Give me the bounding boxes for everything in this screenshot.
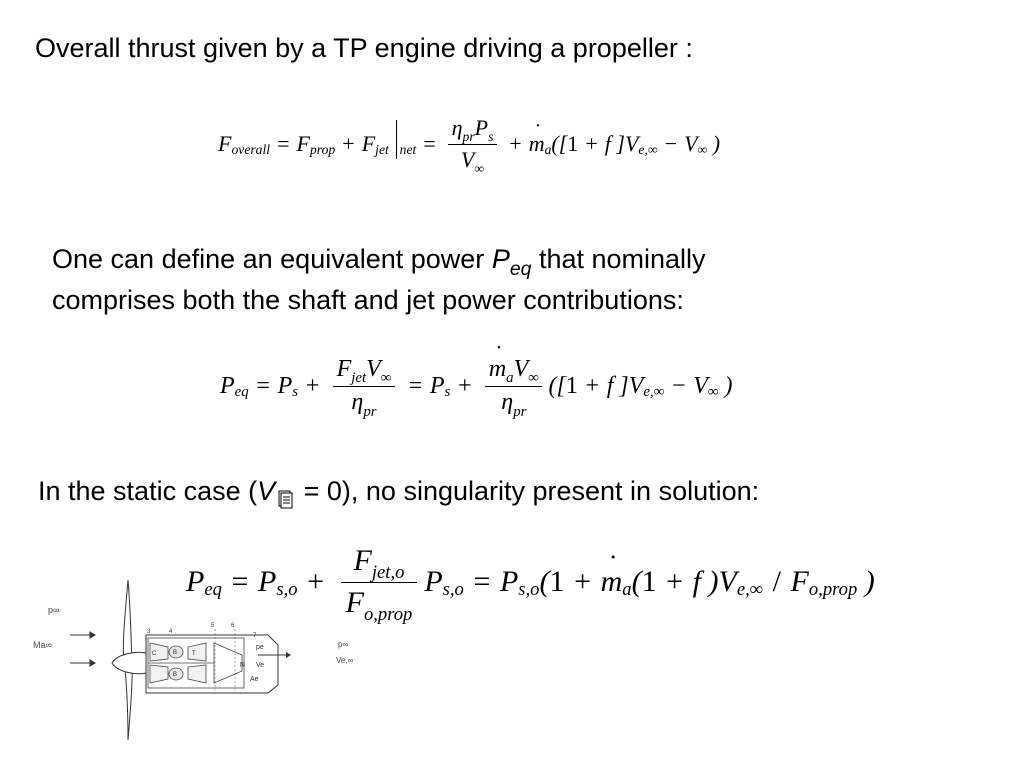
station-labels bbox=[147, 623, 257, 639]
exit-velocity-label: Ve,∞ bbox=[336, 656, 354, 665]
spinner-icon bbox=[112, 652, 146, 673]
nozzle-icon bbox=[214, 643, 245, 683]
svg-text:3: 3 bbox=[147, 629, 151, 635]
evaluation-bar bbox=[396, 120, 397, 160]
svg-text:6: 6 bbox=[231, 623, 235, 629]
equation-equivalent-power: P eq = P s + F jet V ∞ η pr = P s + ˙ m a V ∞ η pr ([ 1 + f ] V e,∞ − V ∞ ) bbox=[220, 340, 733, 432]
equation-overall-thrust: F overall = F prop + F jet net = η pr P s V ∞ + ˙ m a ([ 1 + f ] V e,∞ − V ∞ ) bbox=[218, 100, 720, 188]
missing-glyph-icon bbox=[277, 484, 294, 504]
static-text-pre: In the static case ( bbox=[38, 476, 258, 506]
svg-text:7: 7 bbox=[253, 633, 257, 639]
fraction-eta-ps-over-v: η pr P s V ∞ bbox=[448, 115, 496, 173]
paragraph-equivalent-power bbox=[52, 243, 706, 278]
turboprop-engine-diagram bbox=[28, 575, 368, 745]
svg-text:pe: pe bbox=[256, 644, 264, 651]
inflow-arrows bbox=[70, 632, 95, 666]
svg-text:Ve: Ve bbox=[256, 662, 265, 669]
svg-text:N: N bbox=[240, 662, 246, 669]
svg-text:C: C bbox=[152, 651, 157, 657]
var-v: V bbox=[257, 476, 276, 506]
svg-text:B: B bbox=[173, 650, 178, 656]
fraction-fjeto-over-foprop: F jet,o F o,prop bbox=[341, 544, 417, 620]
var-p: P bbox=[491, 244, 510, 274]
para-text-pre: One can define an equivalent power bbox=[52, 244, 492, 274]
para-text-post: that nominally bbox=[531, 244, 706, 274]
svg-text:Ae: Ae bbox=[250, 676, 259, 683]
fraction-mdot-v-over-eta: ˙ m a V ∞ η pr bbox=[485, 356, 542, 417]
sub-eq: eq bbox=[509, 257, 532, 280]
static-text-post: = 0), no singularity present in solution: bbox=[296, 476, 760, 506]
heading-overall-thrust: Overall thrust given by a TP engine driving a propeller : bbox=[35, 33, 693, 63]
equation-static-case: P eq = P s,o + F jet,o F o,prop P s,o = P s,o ( 1 + ˙ m a ( 1 + f ) V e,∞ / F o,prop ) bbox=[186, 530, 875, 634]
svg-text:5: 5 bbox=[211, 623, 215, 629]
paragraph-equivalent-power-line2: comprises both the shaft and jet power contributions: bbox=[52, 285, 684, 315]
svg-text:B: B bbox=[173, 672, 178, 678]
freestream-mach-label: Ma∞ bbox=[33, 640, 52, 650]
static-case-line bbox=[38, 475, 759, 507]
svg-text:4: 4 bbox=[169, 629, 173, 635]
svg-text:T: T bbox=[192, 651, 196, 657]
freestream-pressure-label: p∞ bbox=[48, 605, 60, 615]
fraction-fjet-v-over-eta: F jet V ∞ η pr bbox=[333, 356, 395, 417]
exit-labels bbox=[250, 644, 264, 683]
ambient-pressure-label: p∞ bbox=[338, 640, 349, 649]
